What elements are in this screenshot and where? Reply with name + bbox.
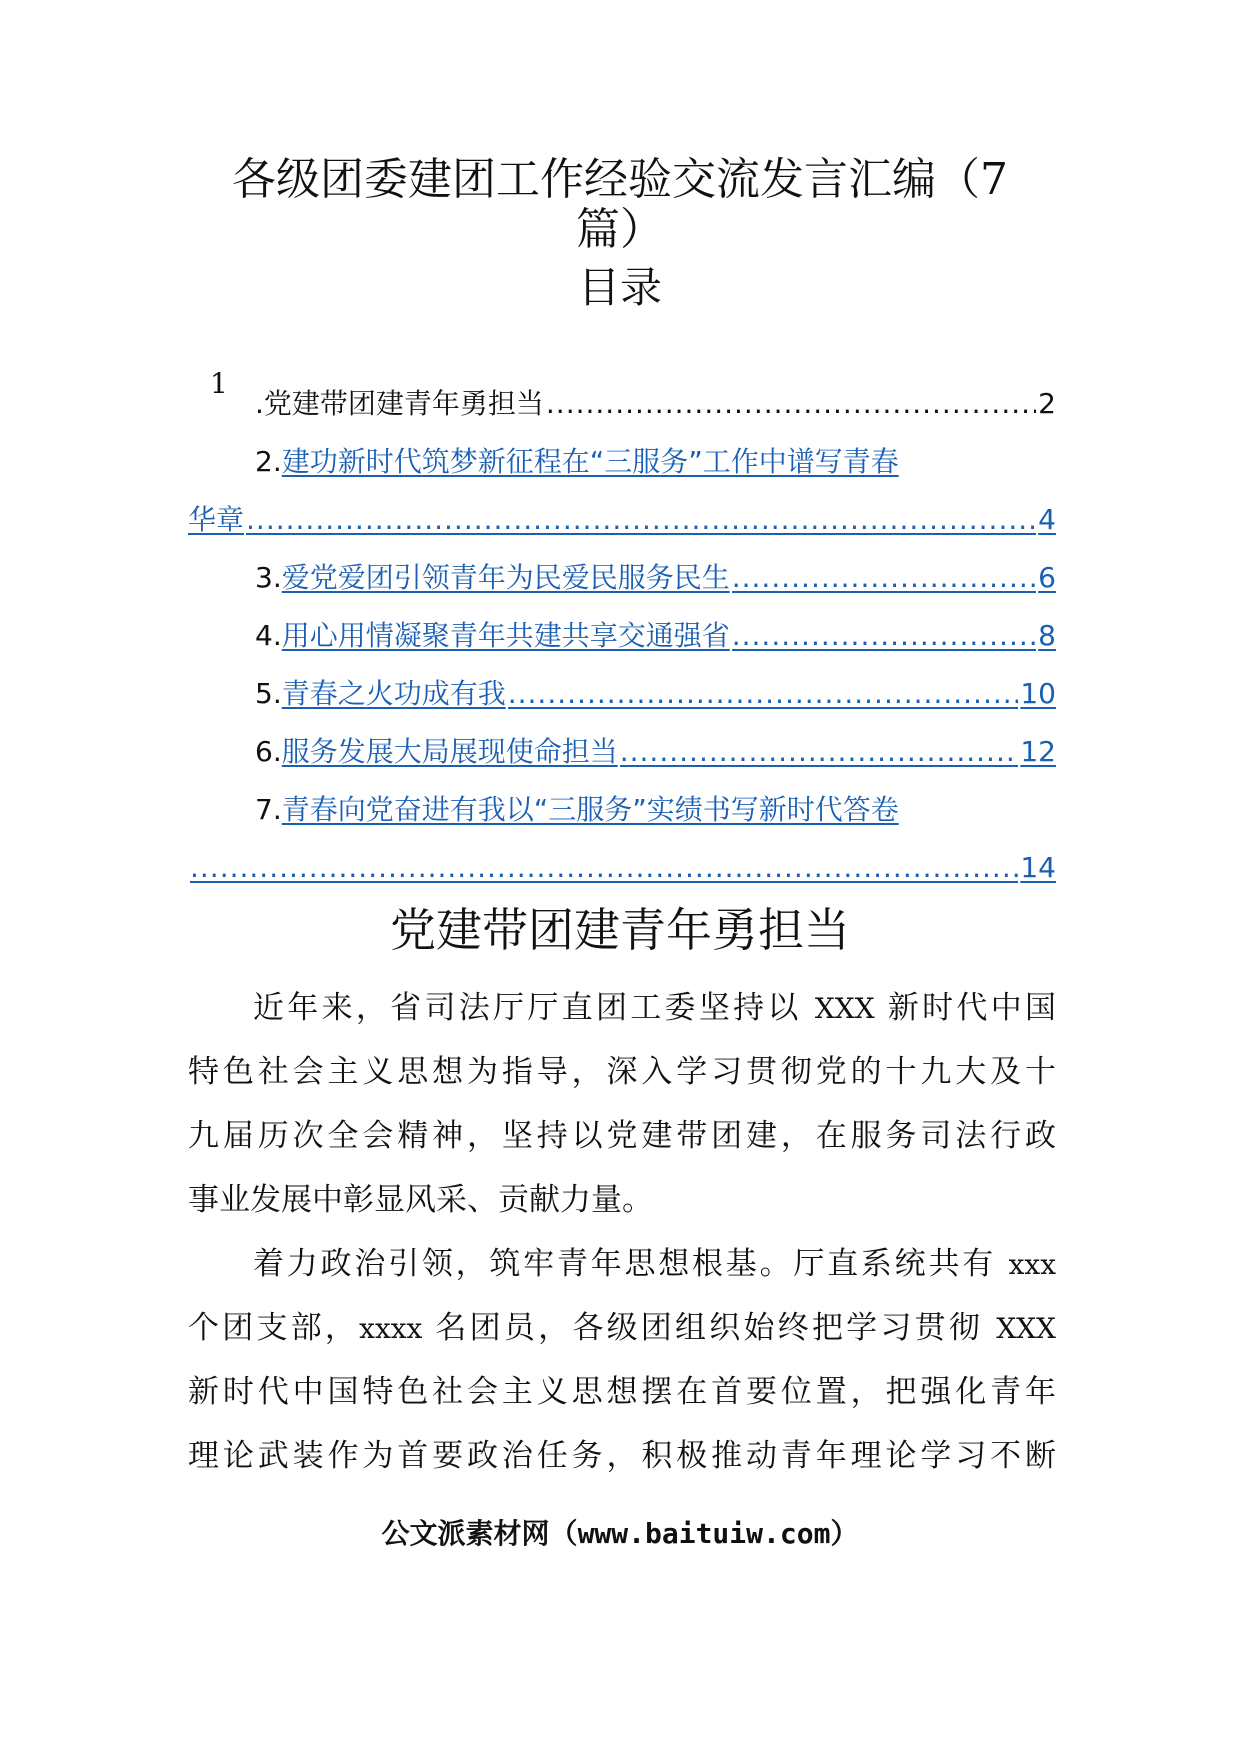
paragraph-1-line-4: 事业发展中彰显风采、贡献力量。 [188,1182,653,1218]
toc-entry-7-cont[interactable] [188,840,1056,896]
toc-entry-3[interactable] [255,550,1056,606]
toc-leader [246,492,1036,548]
text-run: 近年来，省司法厅厅直团工委坚持以 [253,990,815,1026]
toc-leader [732,608,1036,664]
document-title-line2: 篇） [576,204,664,255]
footer-watermark [190,1512,1050,1552]
toc-entry-4[interactable] [255,608,1056,664]
section-title: 党建带团建青年勇担当 [390,903,850,957]
toc-entry-page[interactable]: 10 [1020,677,1056,710]
text-run-latin: XXX [996,1312,1056,1345]
paragraph-1-line-2: 特色社会主义思想为指导，深入学习贯彻党的十九大及十 [188,1054,1056,1090]
toc-leader [546,376,1036,432]
toc-entry-number: 3. [255,561,282,594]
paragraph-1-line-3: 九届历次全会精神，坚持以党建带团建，在服务司法行政 [188,1118,1056,1154]
toc-entry-number: 5. [255,677,282,710]
toc-entry-number: 7. [255,793,282,826]
toc-entry-2-cont[interactable] [188,492,1056,548]
toc-entry-text-cont[interactable]: 华章 [188,503,245,536]
toc-entry-link[interactable]: 爱党爱团引领青年为民爱民服务民生 [281,561,730,594]
toc-entry-link[interactable]: 青春之火功成有我 [281,677,506,710]
toc-entry-link[interactable]: 青春向党奋进有我以“三服务”实绩书写新时代答卷 [281,793,899,826]
toc-entry-5[interactable] [255,666,1056,722]
toc-entry-2[interactable] [255,434,1056,490]
toc-entry-number: 6. [255,735,282,768]
paragraph-2-line-4: 理论武装作为首要政治任务，积极推动青年理论学习不断 [188,1438,1056,1474]
title-number: 7 [980,154,1008,205]
text-run-latin: xxxx [359,1312,423,1345]
toc-entry-link[interactable]: 用心用情凝聚青年共建共享交通强省 [281,619,730,652]
toc-entry-page[interactable]: 14 [1020,851,1056,884]
toc-first-number: 1 [210,367,228,400]
toc-leader [732,550,1036,606]
text-run-latin: xxx [1008,1248,1056,1281]
toc-leader [620,724,1019,780]
toc-entry-6[interactable] [255,724,1056,780]
footer-url: www.baituiw.com [577,1517,831,1550]
paragraph-1-line-1 [253,976,1056,1041]
toc-entry-link[interactable]: 建功新时代筑梦新征程在“三服务”工作中谱写青春 [281,445,899,478]
toc-leader [190,840,1018,896]
paragraph-2-line-2 [188,1296,1056,1361]
toc-leader [508,666,1019,722]
toc-entry-number: 4. [255,619,282,652]
toc-entry-page[interactable]: 6 [1038,561,1056,594]
text-run: 新时代中国 [874,990,1056,1026]
toc-entry-page: 2 [1038,387,1056,420]
toc-heading: 目录 [577,263,662,312]
toc-entry-link[interactable]: 服务发展大局展现使命担当 [281,735,618,768]
title-text: 各级团委建团工作经验交流发言汇编（ [232,154,980,205]
paragraph-2-line-3: 新时代中国特色社会主义思想摆在首要位置，把强化青年 [188,1374,1056,1410]
toc-entry-number: 2. [255,445,282,478]
toc-entry-1 [255,376,1056,432]
toc-entry-page[interactable]: 8 [1038,619,1056,652]
text-run: 着力政治引领，筑牢青年思想根基。厅直系统共有 [253,1246,1009,1282]
toc-entry-page[interactable]: 4 [1038,503,1056,536]
text-run: 个团支部， [188,1310,360,1346]
toc-entry-7[interactable] [255,782,1056,838]
paragraph-2-line-1 [253,1232,1056,1297]
text-run-latin: XXX [814,992,875,1025]
text-run: 名团员，各级团组织始终把学习贯彻 [422,1310,997,1346]
footer-text: 公文派素材网（ [381,1517,578,1550]
footer-text: ） [830,1517,859,1550]
toc-entry-page[interactable]: 12 [1020,735,1056,768]
toc-entry-text: .党建带团建青年勇担当 [255,387,544,420]
